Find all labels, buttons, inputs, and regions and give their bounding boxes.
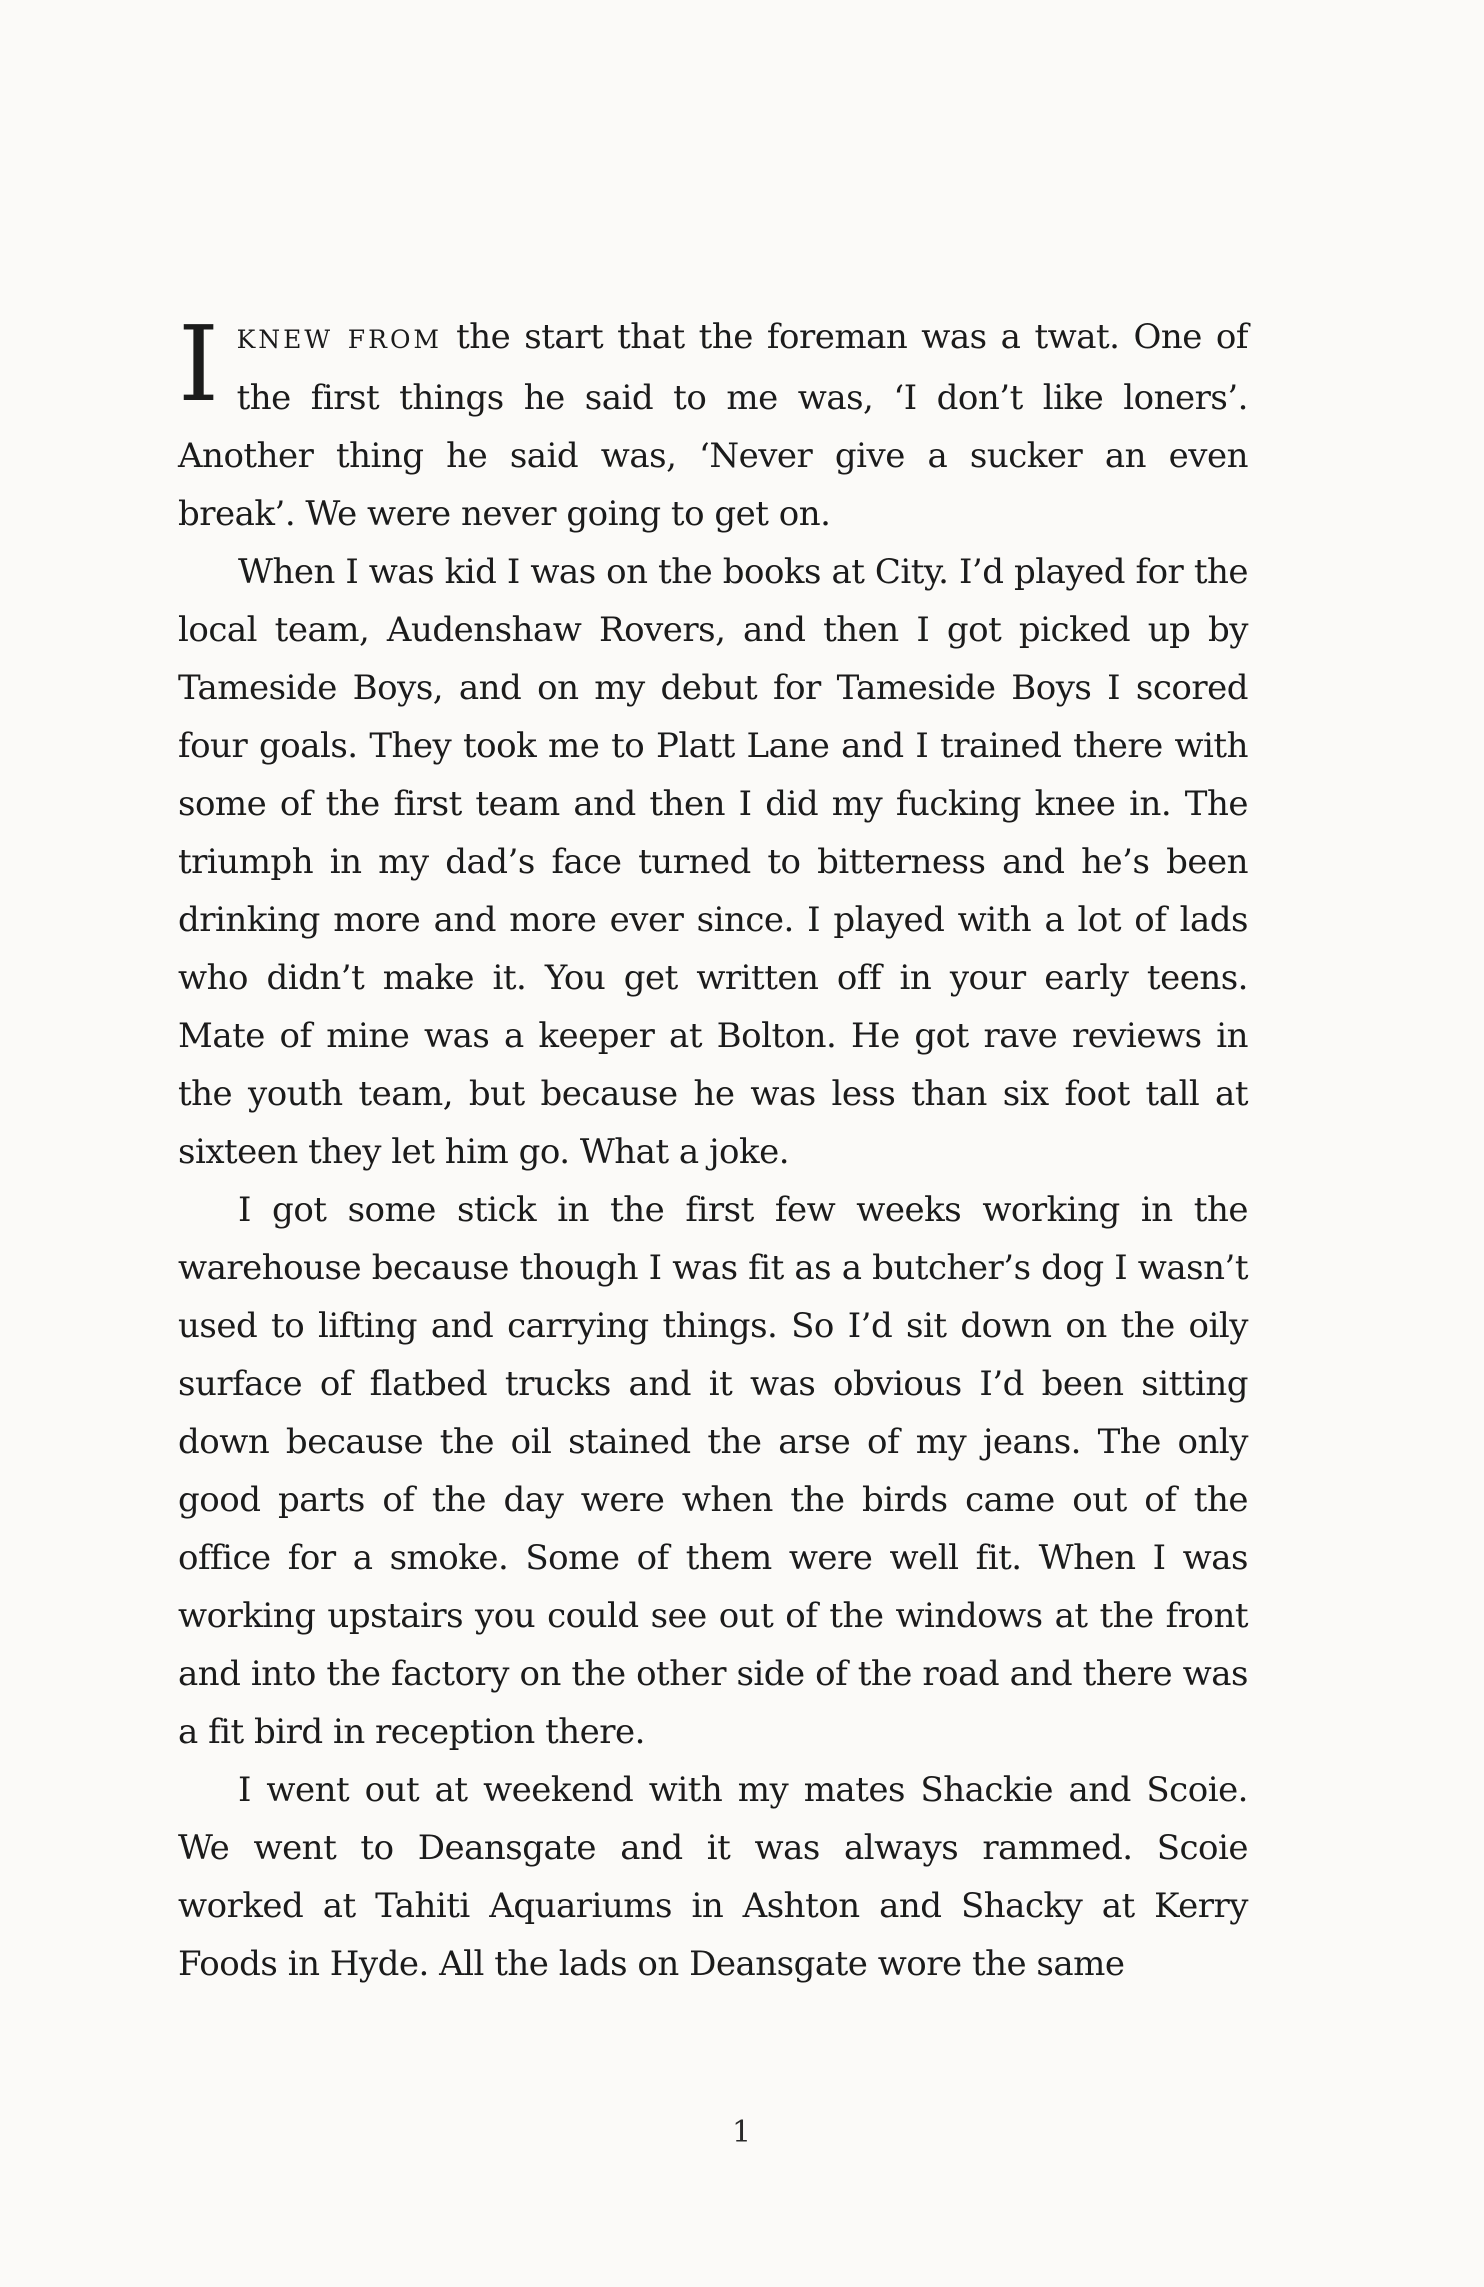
drop-cap: I xyxy=(178,303,219,425)
opening-paragraph xyxy=(178,303,1248,543)
paragraph: I got some stick in the first few weeks working in the warehouse because though I was fit as a butcher’s dog I wasn’t used to lifting and carrying things. So I’d sit down on the oily surface of flatbed trucks and it was obvious I’d been sitting down because the oil stained the arse of my jeans. The only good parts of the day were when the birds came out of the office for a smoke. Some of them were well fit. When I was working upstairs you could see out of the windows at the front and into the factory on the other side of the road and there was a fit bird in reception there. xyxy=(178,1190,1248,1752)
page-number: 1 xyxy=(731,2115,753,2150)
paragraph: When I was kid I was on the books at City. I’d played for the local team, Audenshaw Rovers, and then I got picked up by Tameside Boys, and on my debut for Tameside Boys I scored four goals. They took me to Platt Lane and I trained there with some of the first team and then I did my fucking knee in. The triumph in my dad’s face turned to bitterness and he’s been drinking more and more ever since. I played with a lot of lads who didn’t make it. You get written off in your early teens. Mate of mine was a keeper at Bolton. He got rave reviews in the youth team, but because he was less than six foot tall at sixteen they let him go. What a joke. xyxy=(178,552,1248,1172)
opening-paragraph-text: the start that the foreman was a twat. One of the first things he said to me was, ‘I don’t like loners’. Another thing he said was, ‘Never give a sucker an even break’. We were never going to get on. xyxy=(178,317,1248,534)
paragraph: I went out at weekend with my mates Shackie and Scoie. We went to Deansgate and it was always rammed. Scoie worked at Tahiti Aquariums in Ashton and Shacky at Kerry Foods in Hyde. All the lads on Deansgate wore the same xyxy=(178,1770,1248,1984)
body-text xyxy=(178,303,1248,1993)
lead-in-small-caps: KNEW FROM xyxy=(236,325,443,354)
